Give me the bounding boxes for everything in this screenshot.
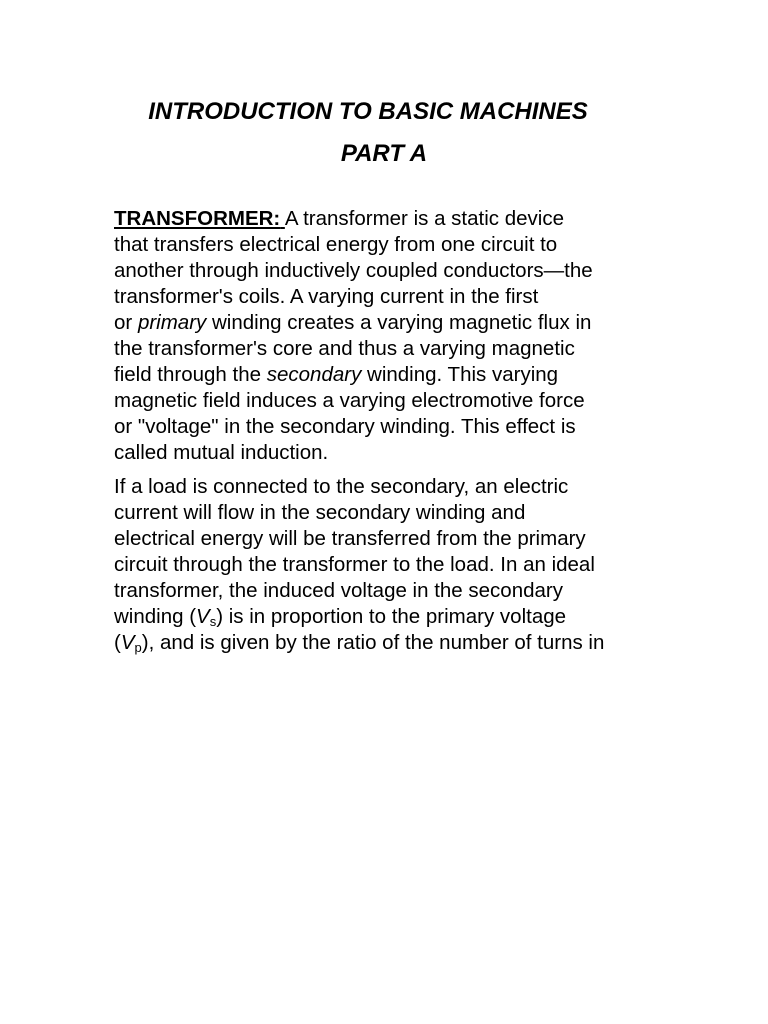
document-subtitle: PART A bbox=[340, 140, 428, 167]
term-heading: TRANSFORMER: bbox=[114, 207, 281, 230]
text-line: that transfers electrical energy from one circuit to bbox=[114, 233, 558, 256]
italic-term: primary bbox=[137, 311, 207, 334]
text-line: circuit through the transformer to the load. In an ideal bbox=[114, 553, 595, 576]
paragraph-transformer-definition bbox=[114, 206, 674, 466]
text-line: electrical energy will be transferred from the primary bbox=[114, 527, 586, 550]
text-line: or primary winding creates a varying magnetic flux in bbox=[114, 311, 592, 334]
text-line: field through the secondary winding. This varying bbox=[114, 363, 559, 386]
text-line: the transformer's core and thus a varying magnetic bbox=[114, 337, 575, 360]
paragraph-load-connection bbox=[114, 474, 674, 656]
subscript-s: s bbox=[209, 614, 217, 629]
variable-v: V bbox=[120, 631, 135, 654]
text-line: If a load is connected to the secondary, an electric bbox=[114, 475, 569, 498]
text-line: magnetic field induces a varying electromotive force bbox=[114, 389, 585, 412]
variable-v: V bbox=[196, 605, 210, 628]
text-line: another through inductively coupled conductors—the bbox=[114, 259, 593, 282]
text-line: winding $(V_s)$ is in proportion to the primary voltage bbox=[114, 605, 567, 629]
text-line: transformer, the induced voltage in the secondary bbox=[114, 579, 563, 602]
text-line: called mutual induction. bbox=[114, 441, 329, 464]
subscript-p: p bbox=[134, 640, 142, 655]
text-line: $(V_p)$, and is given by the ratio of the number of turns in bbox=[114, 631, 605, 655]
text-line: or "voltage" in the secondary winding. This effect is bbox=[114, 415, 576, 438]
text-line: TRANSFORMER: A transformer is a static device bbox=[114, 207, 564, 230]
text-line: transformer's coils. A varying current in the first bbox=[114, 285, 539, 308]
italic-term: secondary bbox=[266, 363, 362, 386]
document-title: INTRODUCTION TO BASIC MACHINES bbox=[148, 98, 588, 125]
text-line: current will flow in the secondary winding and bbox=[114, 501, 526, 524]
